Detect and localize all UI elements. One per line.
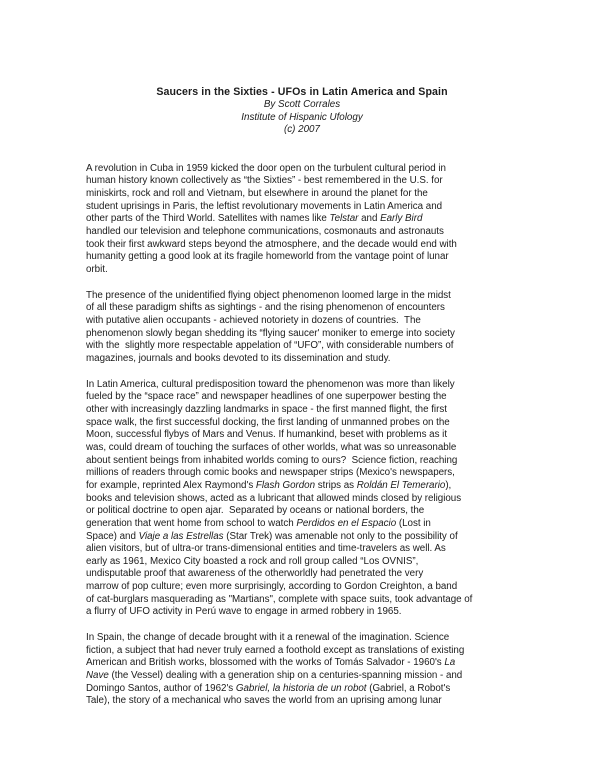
text-segment: books and television shows, acted as a lubricant that allowed minds closed by religious — [86, 492, 462, 504]
text-line — [86, 505, 518, 518]
italic-text-segment: Flash Gordon — [255, 479, 316, 491]
text-line — [86, 683, 518, 696]
text-line — [86, 455, 518, 468]
text-segment: A revolution in Cuba in 1959 kicked the door open on the turbulent cultural period in — [86, 162, 446, 174]
text-line — [86, 302, 518, 315]
text-segment: of cat-burglars masquerading as "Martians", complete with space suits, took advantage of — [86, 593, 473, 605]
text-line — [86, 201, 518, 214]
text-line — [86, 340, 518, 353]
document-body — [86, 163, 518, 708]
text-line — [86, 251, 518, 264]
text-line — [86, 239, 518, 252]
text-segment: with the slightly more respectable appelation of “UFO”, with considerable numbers of — [86, 340, 454, 352]
text-segment: generation that went home from school to watch — [86, 517, 297, 529]
text-segment: undisputable proof that awareness of the otherworldly had penetrated the very — [86, 568, 424, 580]
italic-text-segment: Roldán El Temerario — [356, 479, 446, 491]
text-segment: about sentient beings from inhabited worlds coming to ours? Science fiction, reaching — [86, 454, 458, 466]
text-segment: Space) and — [86, 530, 139, 542]
text-line — [86, 480, 518, 493]
italic-text-segment: Telstar — [329, 213, 359, 225]
text-line — [86, 632, 518, 645]
text-line — [86, 543, 518, 556]
text-segment: phenomenon slowly began shedding its “flying saucer' moniker to emerge into society — [86, 327, 455, 339]
byline-author: By Scott Corrales — [263, 99, 341, 110]
text-segment: other parts of the Third World. Satellites with names like — [86, 213, 330, 225]
text-segment: space walk, the first successful docking, the first landing of unmanned probes on the — [86, 416, 450, 428]
text-segment: humanity getting a good look at its fragile homeworld from the vantage point of lunar — [86, 251, 449, 263]
text-segment: (Star Trek) was amenable not only to the possibility of — [223, 530, 458, 542]
text-segment: In Latin America, cultural predisposition toward the phenomenon was more than likely — [86, 378, 455, 390]
italic-text-segment: Early Bird — [380, 213, 423, 225]
text-line — [86, 404, 518, 417]
text-segment: fiction, a subject that had never truly earned a foothold except as translations of existing — [86, 644, 465, 656]
text-segment: or political doctrine to open ajar. Separated by oceans or national borders, the — [86, 505, 425, 517]
text-line — [86, 657, 518, 670]
text-segment: orbit. — [86, 264, 108, 276]
title-block — [86, 86, 518, 137]
text-segment: marrow of pop culture; even more surprisingly, according to Gordon Creighton, a band — [86, 581, 458, 593]
text-segment: was, could dream of touching the surfaces of other worlds, what was so unreasonable — [86, 441, 457, 453]
text-line — [86, 442, 518, 455]
text-line — [86, 353, 518, 366]
text-segment: other with increasingly dazzling landmarks in space - the first manned flight, the first — [86, 403, 447, 415]
text-line — [86, 315, 518, 328]
document-title: Saucers in the Sixties - UFOs in Latin America and Spain — [156, 86, 448, 98]
text-segment: American and British works, blossomed with the works of Tomás Salvador - 1960's — [86, 657, 445, 669]
italic-text-segment: Gabriel, la historia de un robot — [235, 682, 367, 694]
text-line — [86, 188, 518, 201]
text-segment: alien visitors, but of ultra-or trans-dimensional entities and time-travelers as well. As — [86, 543, 446, 555]
text-line — [86, 417, 518, 430]
text-segment: of all these paradigm shifts as sightings - and the rising phenomenon of encounters — [86, 302, 445, 314]
paragraph — [86, 290, 518, 366]
italic-text-segment: La — [444, 657, 456, 669]
paragraph — [86, 163, 518, 277]
text-segment: student uprisings in Paris, the leftist revolutionary movements in Latin America and — [86, 200, 443, 212]
text-segment: (Gabriel, a Robot's — [366, 682, 451, 694]
text-line — [86, 518, 518, 531]
text-line — [86, 556, 518, 569]
text-segment: ), — [445, 479, 452, 491]
text-segment: and — [358, 213, 381, 225]
text-segment: miniskirts, rock and roll and Vietnam, but elsewhere in around the planet for the — [86, 188, 428, 200]
text-segment: handled our television and telephone communications, cosmonauts and astronauts — [86, 226, 444, 238]
text-segment: early as 1961, Mexico City boasted a rock and roll group called “Los OVNIS”, — [86, 555, 419, 567]
text-segment: Moon, successful flybys of Mars and Venus. If humankind, beset with problems as it — [86, 429, 448, 441]
byline-institute: Institute of Hispanic Ufology — [241, 111, 363, 123]
text-line — [86, 695, 518, 708]
text-segment: a flurry of UFO activity in Perú wave to engage in armed robbery in 1965. — [86, 606, 402, 618]
text-segment: magazines, journals and books devoted to its dissemination and study. — [86, 352, 391, 364]
paragraph — [86, 379, 518, 619]
text-line — [86, 429, 518, 442]
text-line — [86, 328, 518, 341]
italic-text-segment: Viaje a las Estrellas — [138, 530, 224, 542]
text-segment: took their first awkward steps beyond the atmosphere, and the decade would end with — [86, 238, 457, 250]
text-segment: human history known collectively as “the Sixties” - best remembered in the U.S. for — [86, 175, 443, 187]
text-line — [86, 391, 518, 404]
paragraph — [86, 632, 518, 708]
text-line — [86, 670, 518, 683]
text-line — [86, 379, 518, 392]
text-segment: The presence of the unidentified flying object phenomenon loomed large in the midst — [86, 289, 451, 301]
text-line — [86, 645, 518, 658]
text-segment: strips as — [315, 479, 357, 491]
text-line — [86, 226, 518, 239]
text-segment: Domingo Santos, author of 1962's — [86, 682, 236, 694]
text-segment: (the Vessel) dealing with a generation ship on a centuries-spanning mission - and — [108, 670, 463, 682]
text-line — [86, 163, 518, 176]
text-line — [86, 493, 518, 506]
text-line — [86, 606, 518, 619]
text-segment: with putative alien occupants - achieved notoriety in dozens of countries. The — [86, 315, 421, 326]
text-line — [86, 568, 518, 581]
text-segment: Tale), the story of a mechanical who saves the world from an uprising among lunar — [86, 695, 442, 707]
text-line — [86, 264, 518, 277]
italic-text-segment: Nave — [86, 670, 109, 682]
text-line — [86, 290, 518, 303]
text-line — [86, 213, 518, 226]
text-segment: for example, reprinted Alex Raymond's — [86, 479, 256, 491]
text-line — [86, 467, 518, 480]
text-segment: (Lost in — [396, 517, 431, 529]
text-segment: millions of readers through comic books and newspaper strips (Mexico's newspapers, — [86, 467, 455, 479]
italic-text-segment: Perdidos en el Espacio — [296, 517, 397, 529]
text-segment: In Spain, the change of decade brought with it a renewal of the imagination. Science — [86, 632, 450, 644]
document-content — [86, 86, 518, 708]
text-line — [86, 594, 518, 607]
text-line — [86, 581, 518, 594]
text-line — [86, 175, 518, 188]
text-segment: fueled by the “space race” and newspaper headlines of one superpower besting the — [86, 391, 447, 403]
byline-copyright: (c) 2007 — [284, 124, 320, 136]
text-line — [86, 531, 518, 544]
